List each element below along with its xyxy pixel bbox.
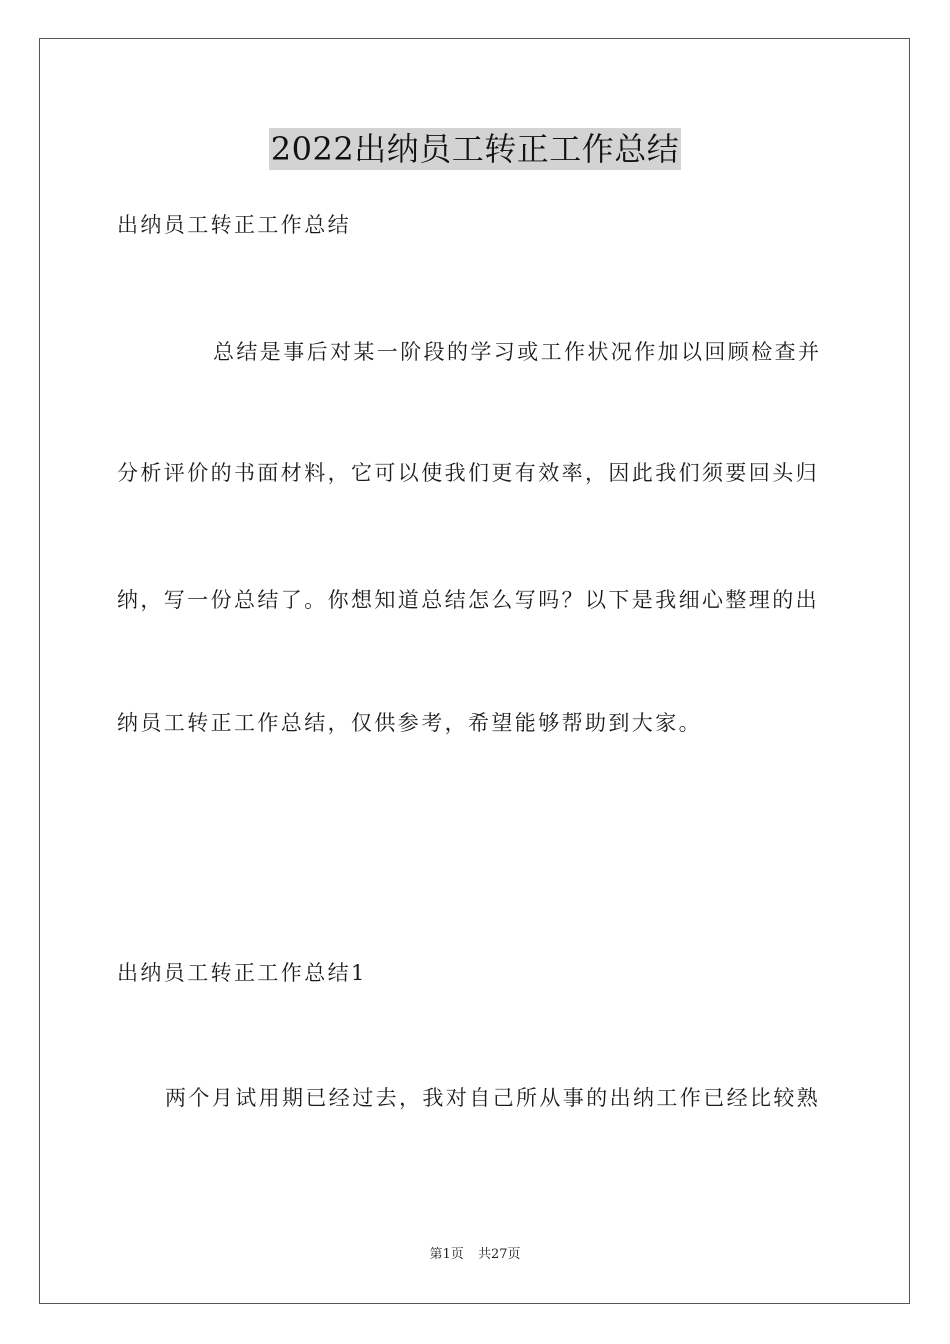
- page-footer: [0, 1246, 950, 1264]
- intro-line-3: 纳，写一份总结了。你想知道总结怎么写吗？以下是我细心整理的出: [117, 588, 819, 612]
- section-paragraph-line-1: 两个月试用期已经过去，我对自己所从事的出纳工作已经比较熟: [165, 1086, 821, 1110]
- intro-line-2: 分析评价的书面材料，它可以使我们更有效率，因此我们须要回头归: [117, 461, 819, 485]
- page-number: 第1页: [429, 1247, 464, 1262]
- page-total: 共27页: [477, 1247, 521, 1262]
- intro-line-4: 纳员工转正工作总结，仅供参考，希望能够帮助到大家。: [117, 711, 702, 735]
- section-heading: 出纳员工转正工作总结1: [117, 961, 367, 985]
- document-subtitle: 出纳员工转正工作总结: [117, 213, 351, 237]
- title-container: [0, 128, 950, 170]
- document-title: 2022出纳员工转正工作总结: [270, 130, 680, 168]
- intro-line-1: 总结是事后对某一阶段的学习或工作状况作加以回顾检查并: [213, 340, 822, 364]
